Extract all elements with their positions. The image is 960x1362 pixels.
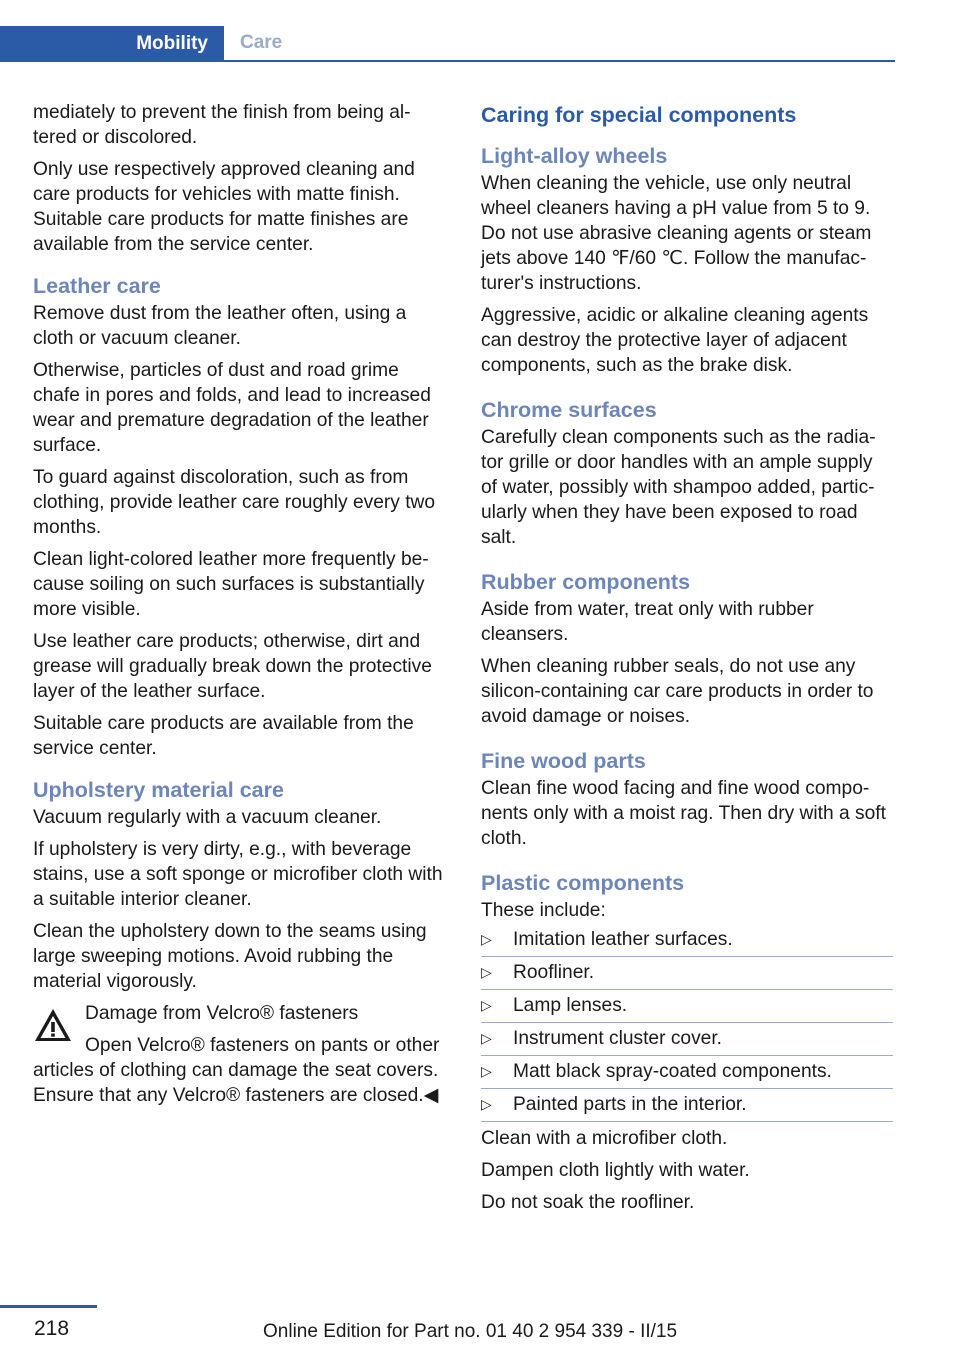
header-tabbar [0,26,895,62]
bullet-triangle-icon: ▷ [481,997,492,1013]
fine-wood-heading: Fine wood parts [481,749,646,773]
header-rule [0,60,895,62]
list-item: ▷ Roofliner. [481,958,893,990]
leather-paragraph: Remove dust from the leather often, using a cloth or vacuum cleaner. [33,303,407,349]
rubber-paragraph: Aside from water, treat only with rubber cleansers. [481,599,814,645]
light-alloy-wheels-heading: Light-alloy wheels [481,144,668,168]
left-column [33,100,448,1115]
intro-paragraph: mediately to prevent the finish from being al-tered or discolored. [33,102,411,148]
wheels-paragraph: Aggressive, acidic or alkaline cleaning agents can destroy the protective layer of adjacent components, such as the brake disk. [481,305,869,376]
list-item: ▷ Painted parts in the interior. [481,1090,893,1122]
leather-paragraph: Use leather care products; otherwise, dirt and grease will gradually break down the protective layer of the leather surface. [33,631,432,702]
upholstery-care-heading: Upholstery material care [33,778,284,802]
edition-note: Online Edition for Part no. 01 40 2 954 339 - II/15 [263,1321,678,1342]
plastic-components-heading: Plastic components [481,871,685,895]
upholstery-paragraph: If upholstery is very dirty, e.g., with beverage stains, use a soft sponge or microfiber cloth with a suitable interior cleaner. [33,839,443,910]
rubber-components-heading: Rubber components [481,570,691,594]
bullet-triangle-icon: ▷ [481,931,492,947]
upholstery-paragraph: Vacuum regularly with a vacuum cleaner. [33,807,382,828]
tab-care[interactable]: Care [240,32,283,53]
plastic-list [481,925,893,1122]
right-column [481,100,893,1222]
leather-paragraph: Otherwise, particles of dust and road grime chafe in pores and folds, and lead to increased wear and premature degradation of the leather surface. [33,360,431,456]
leather-paragraph: Suitable care products are available from the service center. [33,713,414,759]
bullet-triangle-icon: ▷ [481,1030,492,1046]
leather-paragraph: Clean light-colored leather more frequently be-cause soiling on such surfaces is substantially more visible. [33,549,429,620]
leather-paragraph: To guard against discoloration, such as from clothing, provide leather care roughly every two months. [33,467,436,538]
rubber-paragraph: When cleaning rubber seals, do not use any silicon-containing car care products in order to avoid damage or noises. [481,656,874,727]
intro-paragraph: Only use respectively approved cleaning and care products for vehicles with matte finish. Suitable care products for matte finishes are available from the service center. [33,159,415,255]
plastic-paragraph: Do not soak the roofliner. [481,1192,695,1213]
warning-body: Open Velcro® fasteners on pants or other articles of clothing can damage the seat covers. Ensure that any Velcro® fasteners are closed.◀ [33,1035,440,1106]
chrome-surfaces-heading: Chrome surfaces [481,398,657,422]
upholstery-paragraph: Clean the upholstery down to the seams using large sweeping motions. Avoid rubbing the material vigorously. [33,921,427,992]
warning-triangle-icon [33,1007,73,1043]
list-item: ▷ Imitation leather surfaces. [481,925,893,957]
list-item: ▷ Lamp lenses. [481,991,893,1023]
plastic-paragraph: Clean with a microfiber cloth. [481,1128,728,1149]
chrome-paragraph: Carefully clean components such as the radia-tor grille or door handles with an ample supply of water, possibly with shampoo added, partic-ularly when they have been exposed to road salt. [481,427,876,548]
tab-mobility[interactable]: Mobility [0,26,224,62]
bullet-triangle-icon: ▷ [481,1096,492,1112]
footer-rule [0,1305,97,1308]
bullet-triangle-icon: ▷ [481,964,492,980]
plastic-paragraph: Dampen cloth lightly with water. [481,1160,750,1181]
wood-paragraph: Clean fine wood facing and fine wood compo-nents only with a moist rag. Then dry with a soft cloth. [481,778,886,849]
wheels-paragraph: When cleaning the vehicle, use only neutral wheel cleaners having a pH value from 5 to 9. Do not use abrasive cleaning agents or steam jets above 140 ℉/60 ℃. Follow the manufac-turer's instructions. [481,173,872,294]
special-components-heading: Caring for special components [481,103,797,127]
warning-block [33,1001,448,1108]
warning-title: Damage from Velcro® fasteners [85,1003,359,1024]
list-item: ▷ Matt black spray-coated components. [481,1057,893,1089]
bullet-triangle-icon: ▷ [481,1063,492,1079]
list-item: ▷ Instrument cluster cover. [481,1024,893,1056]
leather-care-heading: Leather care [33,274,161,298]
plastic-intro: These include: [481,900,606,921]
page-number: 218 [34,1317,70,1340]
